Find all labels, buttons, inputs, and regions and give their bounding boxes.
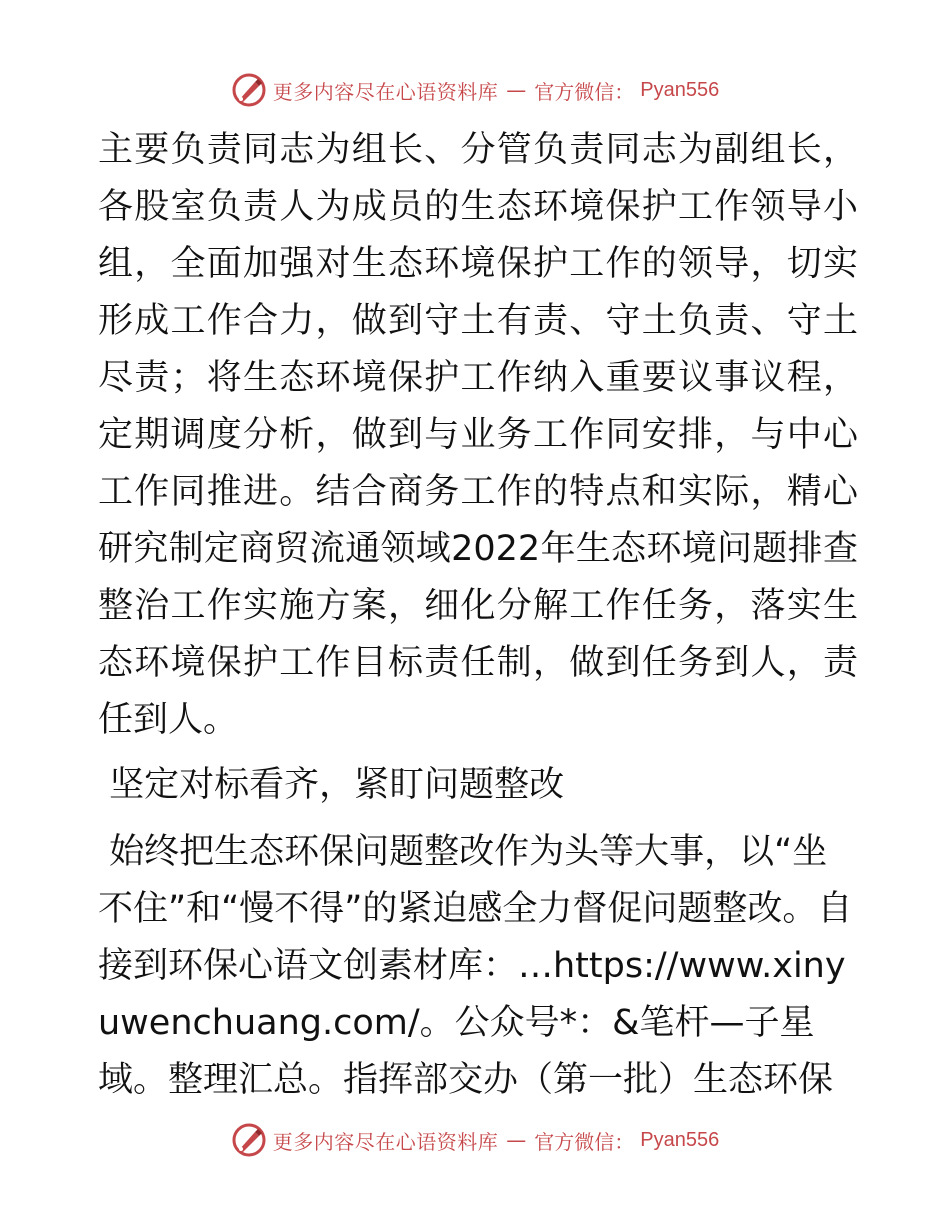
pen-logo-icon [231, 72, 267, 108]
watermark-dash: — [506, 1128, 527, 1152]
watermark-label: 官方微信： [534, 1129, 635, 1154]
document-body [98, 122, 858, 1109]
watermark-id: Pyan556 [640, 1128, 720, 1151]
watermark-dash: — [506, 78, 527, 102]
watermark-id: Pyan556 [640, 78, 720, 101]
watermark-site-text: 更多内容尽在心语资料库 [272, 1129, 499, 1154]
pen-logo-icon [231, 1122, 267, 1158]
section-heading: 坚定对标看齐，紧盯问题整改 [98, 765, 565, 805]
watermark-site-text: 更多内容尽在心语资料库 [272, 79, 499, 104]
watermark [231, 1122, 719, 1158]
footer-watermark [0, 1120, 950, 1160]
paragraph-2: 始终把生态环保问题整改作为头等大事，以“坐不住”和“慢不得”的紧迫感全力督促问题整改。自接到环保心语文创素材库：…https://www.xinyuwenchuang.com/。公众号*：&笔杆—子星域。整理汇总。指挥部交办（第一批）生态环保 [98, 832, 853, 1100]
paragraph-1: 主要负责同志为组长、分管负责同志为副组长，各股室负责人为成员的生态环境保护工作领导小组，全面加强对生态环境保护工作的领导，切实形成工作合力，做到守土有责、守土负责、守土尽责；将生态环境保护工作纳入重要议事议程，定期调度分析，做到与业务工作同安排，与中心工作同推进。结合商务工作的特点和实际，精心研究制定商贸流通领域2022年生态环境问题排查整治工作实施方案，细化分解工作任务，落实生态环境保护工作目标责任制，做到任务到人，责任到人。 [98, 130, 858, 740]
header-watermark [0, 70, 950, 110]
watermark-label: 官方微信： [534, 79, 635, 104]
watermark [231, 72, 719, 108]
